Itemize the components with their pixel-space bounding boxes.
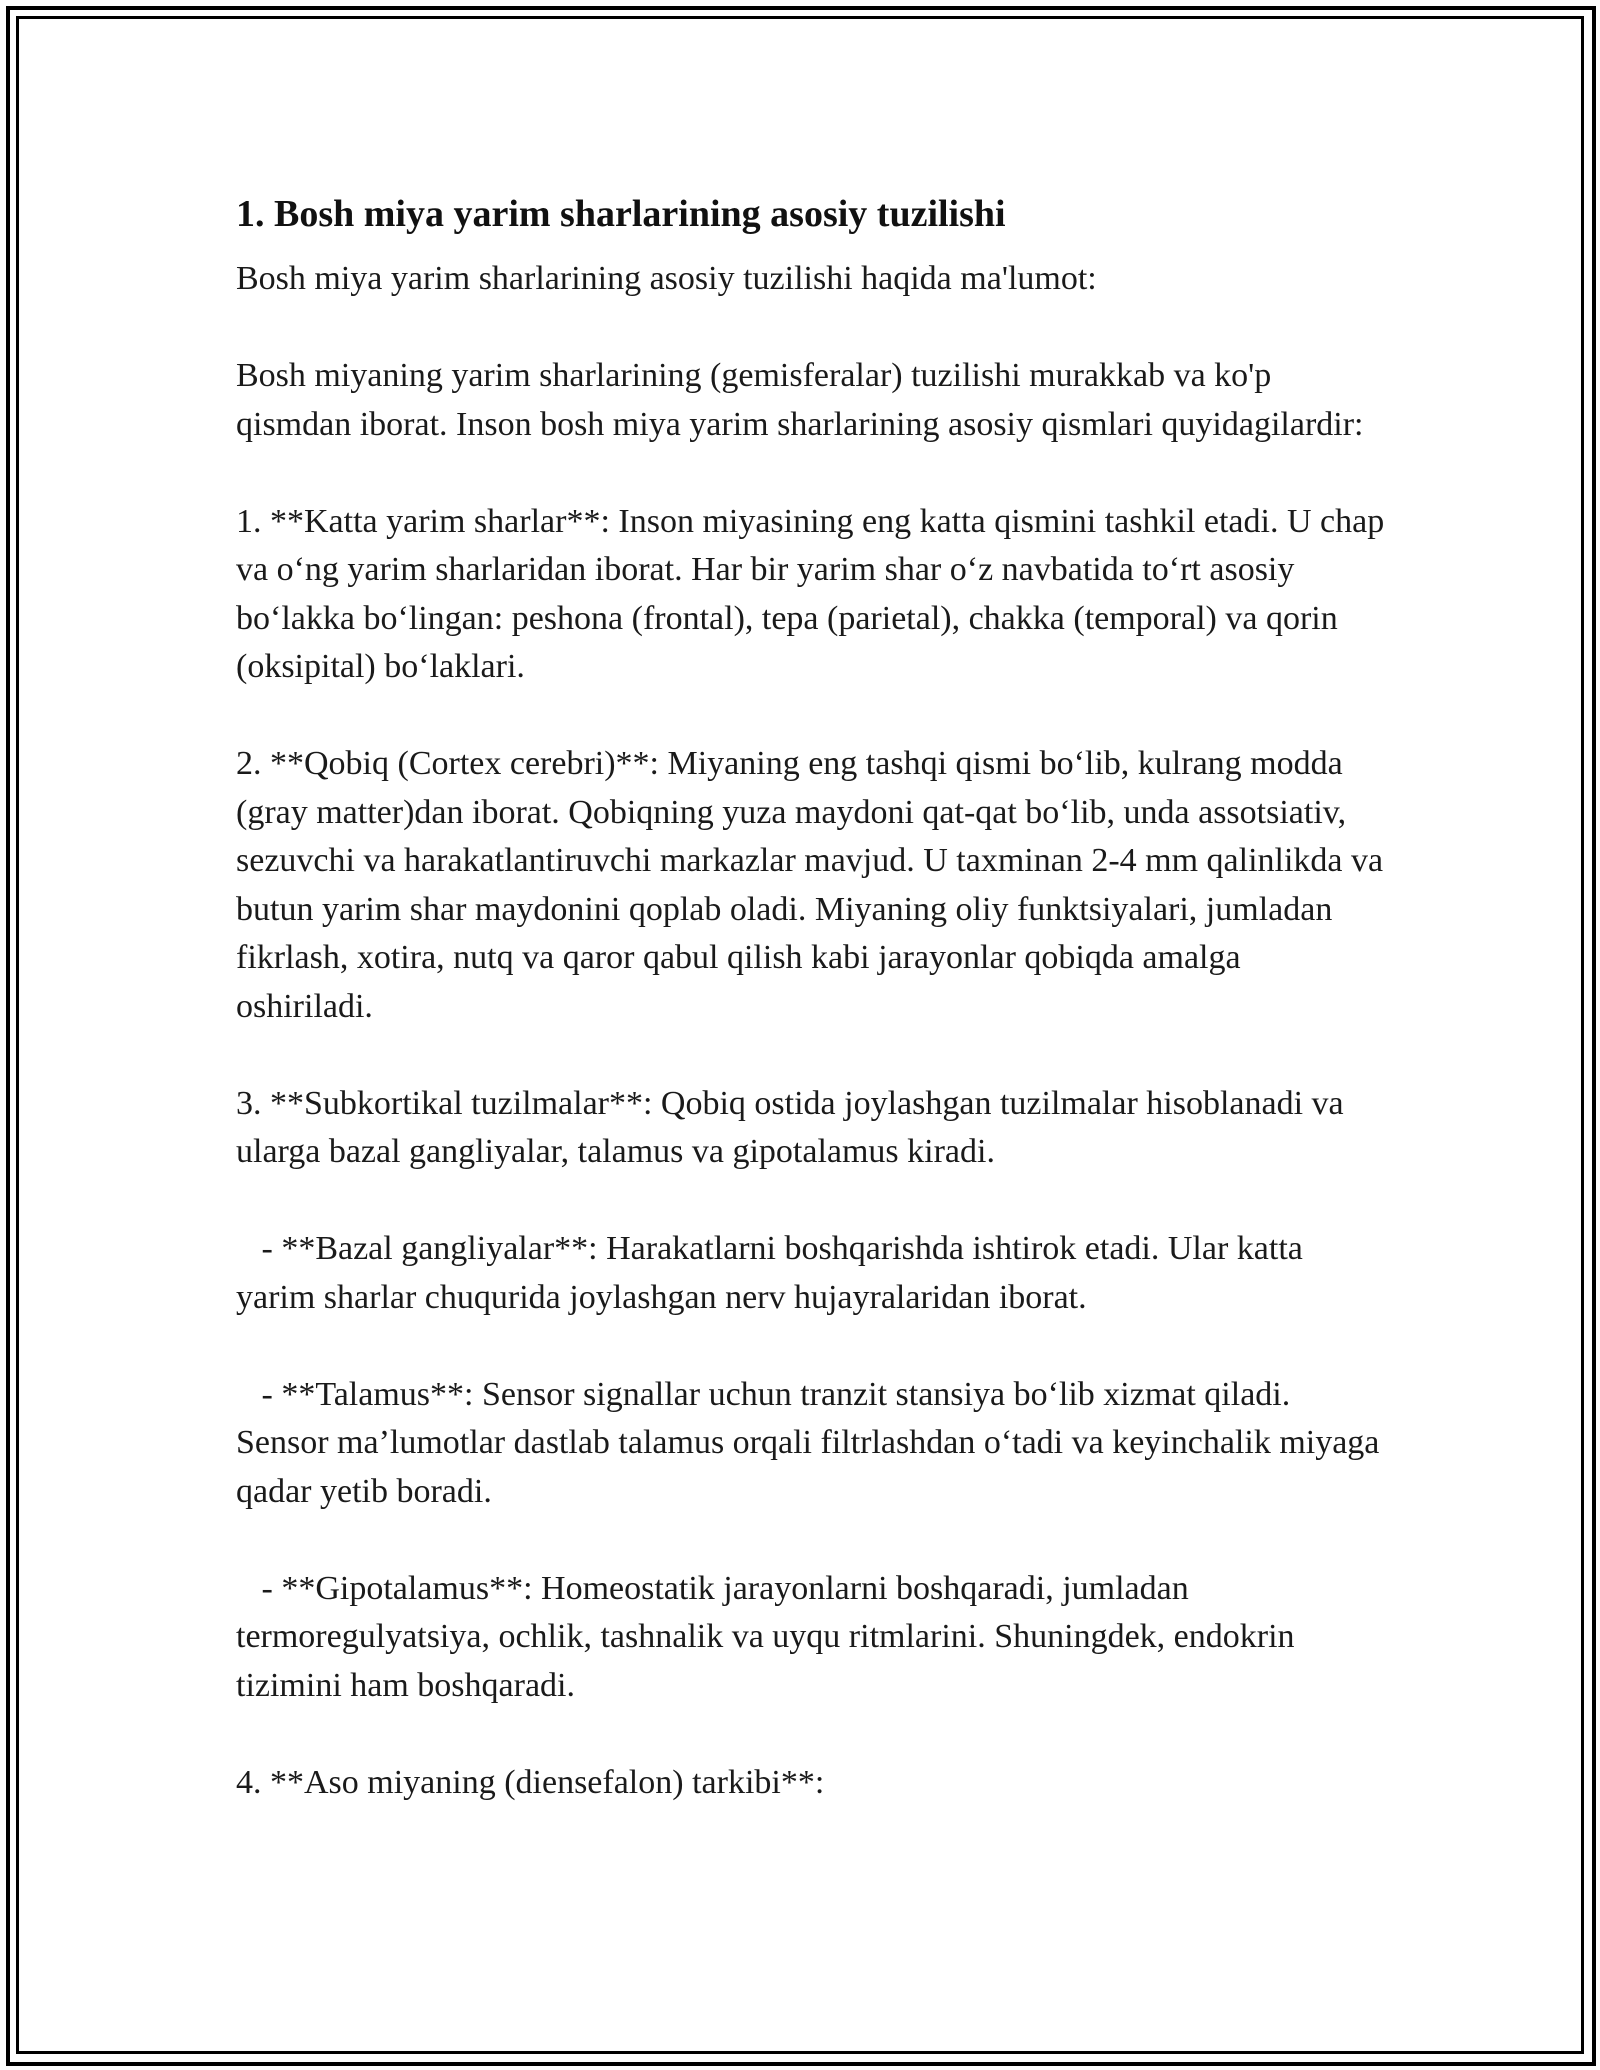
list-item-subcortical-structures: 3. **Subkortikal tuzilmalar**: Qobiq ostida joylashgan tuzilmalar hisoblanadi va ularga bazal gangliyalar, talamus va gipotalamus kiradi. [236,1084,1353,1170]
sub-item-hypothalamus: - **Gipotalamus**: Homeostatik jarayonlarni boshqaradi, jumladan termoregulyatsiya, ochlik, tashnalik va uyqu ritmlarini. Shuningdek, endokrin tizimini ham boshqaradi. [236,1569,1304,1704]
sub-item-basal-ganglia: - **Bazal gangliyalar**: Harakatlarni boshqarishda ishtirok etadi. Ular katta yarim sharlar chuqurida joylashgan nerv hujayralaridan iborat. [236,1230,1312,1316]
sub-item-thalamus: - **Talamus**: Sensor signallar uchun tranzit stansiya bo‘lib xizmat qiladi. Sensor ma’lumotlar dastlab talamus orqali filtrlashdan o‘tadi va keyinchalik miyaga qadar yetib boradi. [236,1375,1388,1510]
list-item-diencephalon: 4. **Aso miyaning (diensefalon) tarkibi**: [236,1763,825,1801]
overview-paragraph: Bosh miyaning yarim sharlarining (gemisferalar) tuzilishi murakkab va ko'p qismdan iborat. Inson bosh miya yarim sharlarining asosiy qismlari quyidagilardir: [236,357,1364,443]
list-item-cerebral-hemispheres: 1. **Katta yarim sharlar**: Inson miyasining eng katta qismini tashkil etadi. U chap va o‘ng yarim sharlaridan iborat. Har bir yarim shar o‘z navbatida to‘rt asosiy bo‘lakka bo‘lingan: peshona (frontal), tepa (parietal), chakka (temporal) va qorin (oksipital) bo‘laklari. [236,502,1393,685]
section-heading: 1. Bosh miya yarim sharlarining asosiy tuzilishi [236,193,1006,235]
intro-paragraph: Bosh miya yarim sharlarining asosiy tuzilishi haqida ma'lumot: [236,260,1097,297]
document-body [236,185,1393,1856]
list-item-cortex: 2. **Qobiq (Cortex cerebri)**: Miyaning eng tashqi qismi bo‘lib, kulrang modda (gray matter)dan iborat. Qobiqning yuza maydoni qat-qat bo‘lib, unda assotsiativ, sezuvchi va harakatlantiruvchi markazlar mavjud. U taxminan 2-4 mm qalinlikda va butun yarim shar maydonini qoplab oladi. Miyaning oliy funktsiyalari, jumladan fikrlash, xotira, nutq va qaror qabul qilish kabi jarayonlar qobiqda amalga oshiriladi. [236,745,1392,1025]
